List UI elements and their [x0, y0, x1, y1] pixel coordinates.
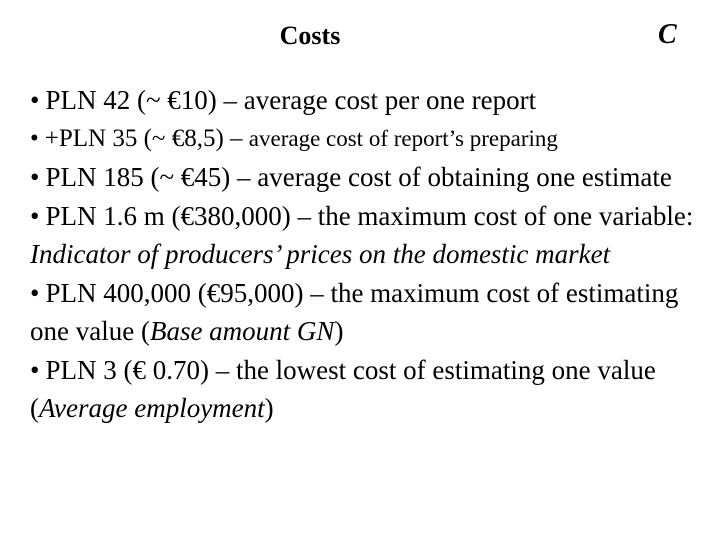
slide-title: Costs	[279, 21, 341, 50]
corner-label: C	[658, 19, 677, 50]
bullet-icon: •	[30, 200, 40, 231]
bullet-text-after: )	[334, 316, 344, 346]
bullet-item	[30, 120, 710, 159]
bullet-item	[30, 351, 710, 428]
bullet-item	[30, 274, 710, 351]
bullet-text: +PLN 35 (~ €8,5) –	[44, 124, 249, 152]
bullet-text-after: )	[264, 393, 274, 423]
bullet-italic-text: Indicator of producers’ prices on the domestic market	[30, 239, 611, 269]
bullet-text: PLN 42 (~ €10) – average cost per one report	[45, 85, 537, 115]
bullet-text: PLN 400,000 (€95,000) – the maximum cost of estimating one value (	[30, 277, 679, 346]
bullet-text: PLN 3 (€ 0.70) – the lowest cost of estimating one value (	[30, 354, 656, 423]
bullet-italic-text: Average employment	[39, 393, 265, 423]
bullet-item	[30, 81, 710, 120]
bullet-text: PLN 185 (~ €45) – average cost of obtaining one estimate	[45, 162, 672, 192]
bullet-text-rest: average cost of report’s preparing	[248, 125, 558, 151]
bullet-italic-text: Base amount GN	[149, 316, 335, 346]
bullet-item	[30, 197, 710, 274]
bullet-icon: •	[30, 354, 40, 385]
bullet-icon: •	[30, 162, 40, 192]
bullet-text: PLN 1.6 m (€380,000) – the maximum cost of one variable:	[45, 200, 694, 231]
bullet-item	[30, 158, 710, 197]
bullet-list	[30, 81, 710, 428]
bullet-icon: •	[30, 277, 40, 308]
bullet-icon: •	[30, 85, 40, 115]
bullet-icon: •	[30, 124, 39, 152]
